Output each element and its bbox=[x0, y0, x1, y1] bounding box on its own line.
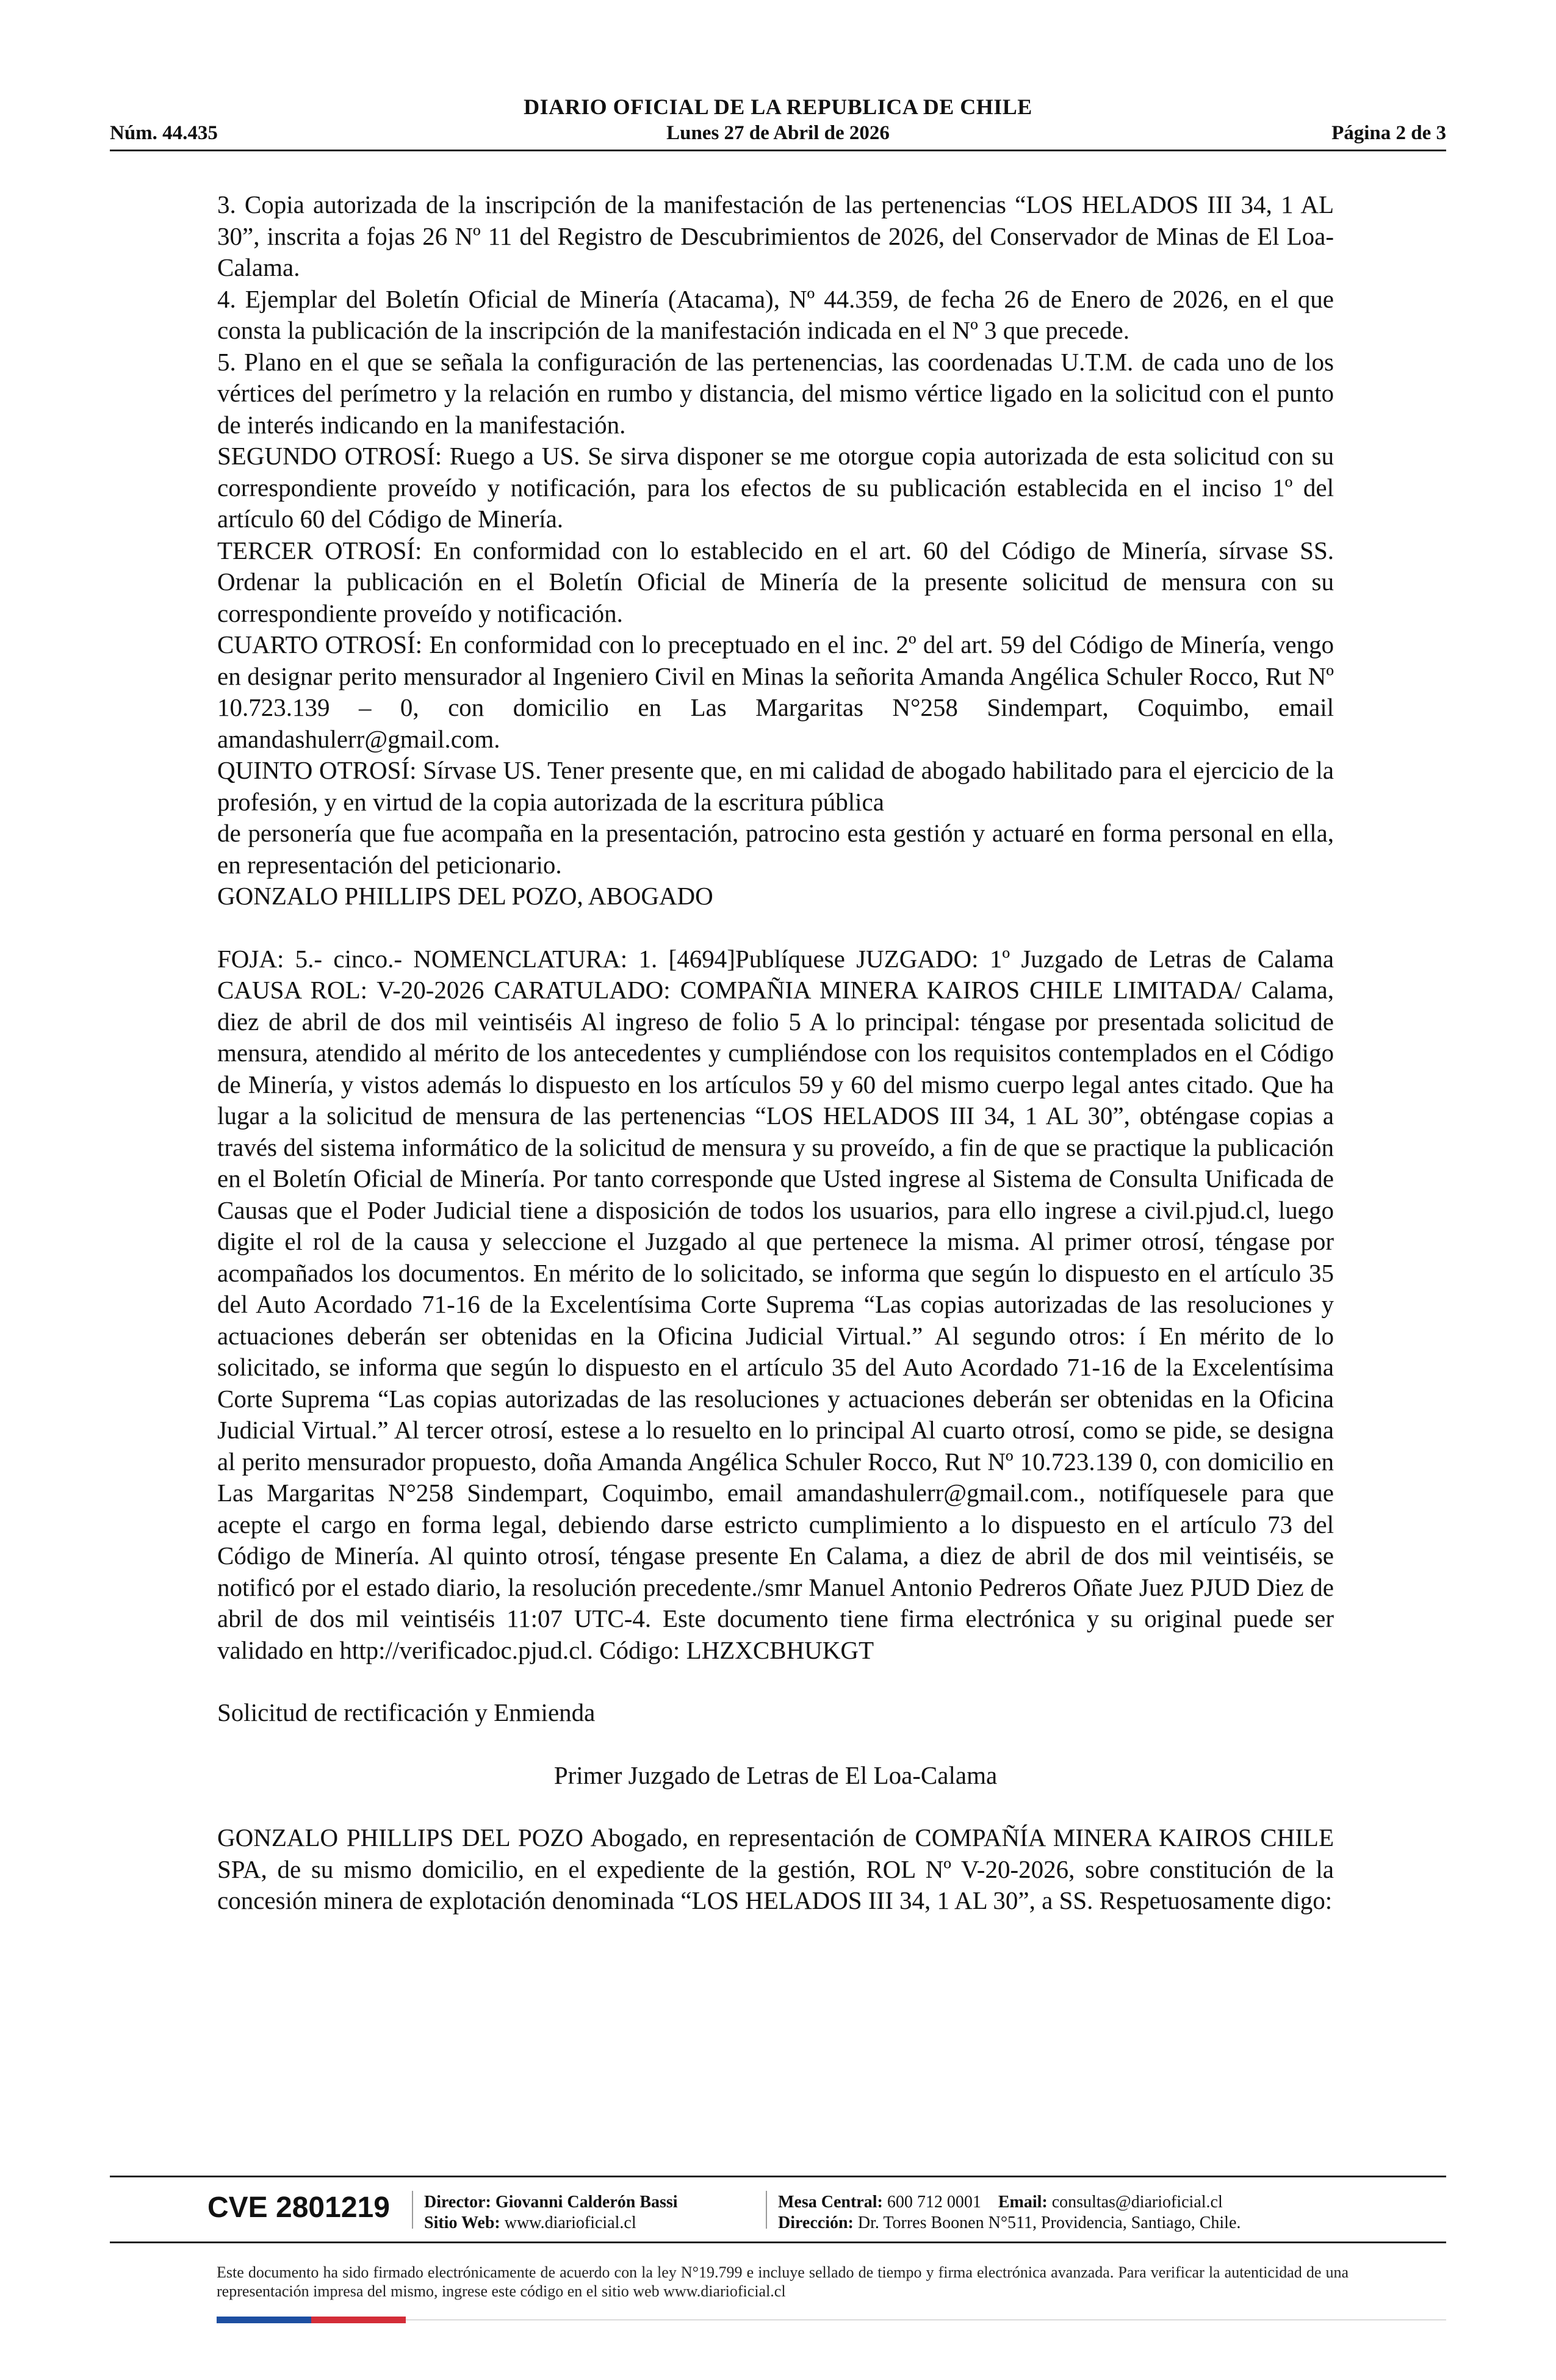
email-label: Email: bbox=[998, 2193, 1048, 2212]
footer-director-block bbox=[424, 2192, 678, 2234]
section-heading-rectificacion: Solicitud de rectificación y Enmienda bbox=[217, 1698, 596, 1726]
site-value: www.diarioficial.cl bbox=[504, 2213, 636, 2232]
director-value: Giovanni Calderón Bassi bbox=[495, 2193, 678, 2212]
footer-verification-note: Este documento ha sido firmado electrónicamente de acuerdo con la ley N°19.799 e incluye sellado de tiempo y firma electrónica avanzada. Para verificar la autenticidad de una representación impresa del mismo, ingrese este código en el sitio web www.diarioficial.cl bbox=[217, 2263, 1349, 2300]
paragraph-item-4: 4. Ejemplar del Boletín Oficial de Minería (Atacama), Nº 44.359, de fecha 26 de Enero de 2026, en el que consta la publicación de la inscripción de la manifestación indicada en el Nº 3 que precede. bbox=[217, 284, 1334, 344]
footer-separator bbox=[766, 2191, 767, 2229]
footer-info-row bbox=[110, 2177, 1446, 2241]
email-value: consultas@diarioficial.cl bbox=[1051, 2193, 1223, 2212]
issue-date: Lunes 27 de Abril de 2026 bbox=[666, 122, 890, 144]
court-heading: Primer Juzgado de Letras de El Loa-Calama bbox=[553, 1761, 998, 1789]
mesa-value: 600 712 0001 bbox=[887, 2193, 981, 2212]
chile-flag-bar bbox=[217, 2317, 406, 2323]
page-footer bbox=[110, 2176, 1446, 2301]
cve-code: CVE 2801219 bbox=[207, 2191, 390, 2224]
page-number: Página 2 de 3 bbox=[1331, 122, 1446, 144]
paragraph-personeria: de personería que fue acompaña en la presentación, patrocino esta gestión y actuaré en forma personal en ella, en representación del peticionario. bbox=[217, 819, 1334, 879]
paragraph-item-5: 5. Plano en el que se señala la configuración de las pertenencias, las coordenadas U.T.M. de cada uno de los vértices del perímetro y la relación en rumbo y distancia, del mismo vértice ligado en la solicitud con el punto de interés indicando en la manifestación. bbox=[217, 347, 1334, 439]
footer-contact-block bbox=[778, 2192, 1241, 2234]
footer-separator bbox=[412, 2191, 413, 2229]
paragraph-segundo-otrosi: SEGUNDO OTROSÍ: Ruego a US. Se sirva disponer se me otorgue copia autorizada de esta solicitud con su correspondiente proveído y notificación, para los efectos de su publicación establecida en el inciso 1º del artículo 60 del Código de Minería. bbox=[217, 442, 1334, 533]
mesa-label: Mesa Central: bbox=[778, 2193, 883, 2212]
flag-red-segment bbox=[311, 2317, 406, 2323]
page-header bbox=[110, 92, 1446, 151]
paragraph-item-3: 3. Copia autorizada de la inscripción de la manifestación de las pertenencias “LOS HELADOS III 34, 1 AL 30”, inscrita a fojas 26 Nº 11 del Registro de Descubrimientos de 2026, del Conservador de Minas de El Loa-Calama. bbox=[217, 190, 1334, 281]
newspaper-title: DIARIO OFICIAL DE LA REPUBLICA DE CHILE bbox=[524, 95, 1032, 119]
address-value: Dr. Torres Boonen N°511, Providencia, Santiago, Chile. bbox=[857, 2213, 1241, 2232]
paragraph-resolution: FOJA: 5.- cinco.- NOMENCLATURA: 1. [4694]Publíquese JUZGADO: 1º Juzgado de Letras de Calama CAUSA ROL: V-20-2026 CARATULADO: COMPAÑIA MINERA KAIROS CHILE LIMITADA/ Calama, diez de abril de dos mil veintiséis Al ingreso de folio 5 A lo principal: téngase por presentada solicitud de mensura, atendido al mérito de los antecedentes y cumpliéndose con los requisitos contemplados en el Código de Minería, y vistos además lo dispuesto en los artículos 59 y 60 del mismo cuerpo legal antes citado. Que ha lugar a la solicitud de mensura de las pertenencias “LOS HELADOS III 34, 1 AL 30”, obténgase copias a través del sistema informático de la solicitud de mensura y su proveído, a fin de que se practique la publicación en el Boletín Oficial de Minería. Por tanto corresponde que Usted ingrese al Sistema de Consulta Unificada de Causas que el Poder Judicial tiene a disposición de todos los usuarios, para ello ingrese a civil.pjud.cl, luego digite el rol de la causa y seleccione el Juzgado al que pertenece la misma. Al primer otrosí, téngase por acompañados los documentos. En mérito de lo solicitado, se informa que según lo dispuesto en el artículo 35 del Auto Acordado 71-16 de la Excelentísima Corte Suprema “Las copias autorizadas de las resoluciones y actuaciones deberán ser obtenidas en la Oficina Judicial Virtual.” Al segundo otros: í En mérito de lo solicitado, se informa que según lo dispuesto en el artículo 35 del Auto Acordado 71-16 de la Excelentísima Corte Suprema “Las copias autorizadas de las resoluciones y actuaciones deberán ser obtenidas en la Oficina Judicial Virtual.” Al tercer otrosí, estese a lo resuelto en lo principal Al cuarto otrosí, como se pide, se designa al perito mensurador propuesto, doña Amanda Angélica Schuler Rocco, Rut Nº 10.723.139 0, con domicilio en Las Margaritas N°258 Sindempart, Coquimbo, email amandashulerr@gmail.com., notifíquesele para que acepte el cargo en forma legal, debiendo darse estricto cumplimiento a lo dispuesto en el artículo 73 del Código de Minería. Al quinto otrosí, téngase presente En Calama, a diez de abril de dos mil veintiséis, se notificó por el estado diario, la resolución precedente./smr Manuel Antonio Pedreros Oñate Juez PJUD Diez de abril de dos mil veintiséis 11:07 UTC-4. Este documento tiene firma electrónica y su original puede ser validado en http://verificadoc.pjud.cl. Código: LHZXCBHUKGT bbox=[217, 944, 1334, 1664]
signature-line: GONZALO PHILLIPS DEL POZO, ABOGADO bbox=[217, 882, 713, 910]
document-body bbox=[217, 189, 1334, 1917]
flag-blue-segment bbox=[217, 2317, 311, 2323]
paragraph-petition: GONZALO PHILLIPS DEL POZO Abogado, en representación de COMPAÑÍA MINERA KAIROS CHILE SPA, de su mismo domicilio, en el expediente de la gestión, ROL Nº V-20-2026, sobre constitución de la concesión minera de explotación denominada “LOS HELADOS III 34, 1 AL 30”, a SS. Respetuosamente digo: bbox=[217, 1823, 1334, 1914]
paragraph-tercer-otrosi: TERCER OTROSÍ: En conformidad con lo establecido en el art. 60 del Código de Minería, sírvase SS. Ordenar la publicación en el Boletín Oficial de Minería de la presente solicitud de mensura con su correspondiente proveído y notificación. bbox=[217, 536, 1334, 627]
director-label: Director: bbox=[424, 2193, 491, 2212]
site-label: Sitio Web: bbox=[424, 2213, 500, 2232]
issue-number: Núm. 44.435 bbox=[110, 122, 218, 144]
paragraph-quinto-otrosi: QUINTO OTROSÍ: Sírvase US. Tener presente que, en mi calidad de abogado habilitado para el ejercicio de la profesión, y en virtud de la copia autorizada de la escritura pública bbox=[217, 756, 1334, 816]
paragraph-cuarto-otrosi: CUARTO OTROSÍ: En conformidad con lo preceptuado en el inc. 2º del art. 59 del Código de Minería, vengo en designar perito mensurador al Ingeniero Civil en Minas la señorita Amanda Angélica Schuler Rocco, Rut Nº 10.723.139 – 0, con domicilio en Las Margaritas N°258 Sindempart, Coquimbo, email amandashulerr@gmail.com. bbox=[217, 630, 1334, 753]
address-label: Dirección: bbox=[778, 2213, 854, 2232]
